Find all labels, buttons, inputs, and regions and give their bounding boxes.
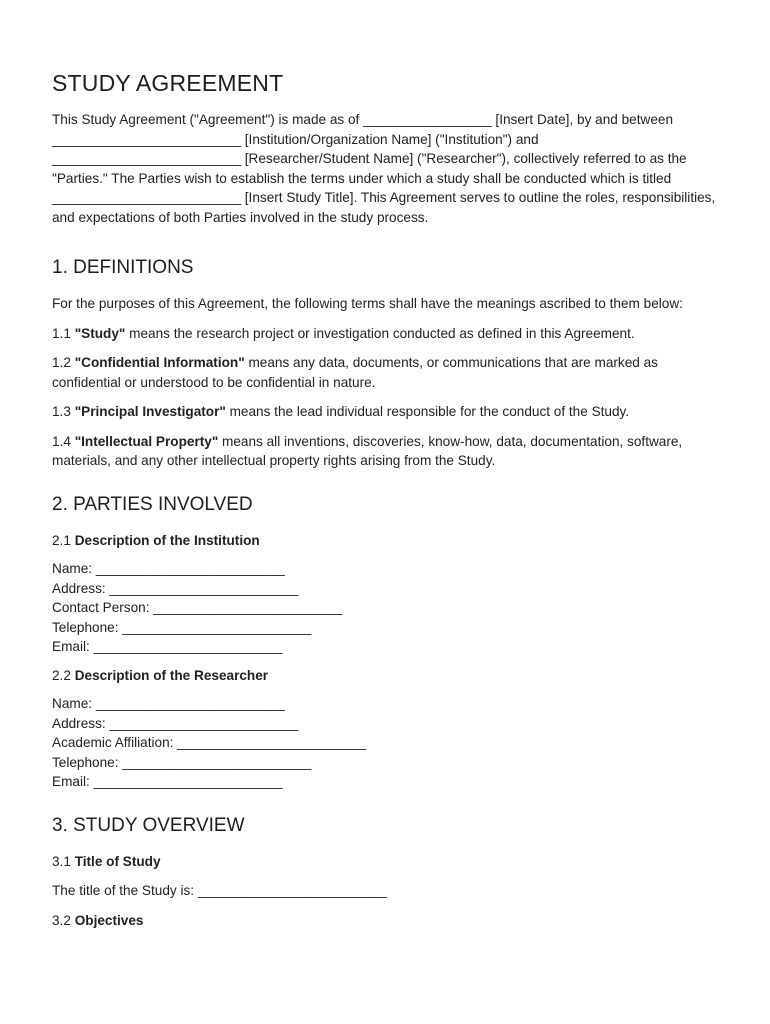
- subsection-number: 3.1: [52, 853, 71, 869]
- subsection-label: Description of the Researcher: [74, 667, 269, 683]
- definitions-heading: 1. DEFINITIONS: [52, 257, 194, 278]
- definition-number: 1.2: [52, 355, 71, 370]
- institution-subheading: [52, 531, 718, 551]
- institution-telephone-field: Telephone: _________________________: [52, 619, 312, 635]
- definition-term: "Confidential Information": [74, 355, 245, 370]
- definition-text: means all inventions, discoveries, know-how, data, documentation, software, materials, and any other intellectual property rights arising from the Study.: [52, 433, 683, 468]
- objectives-subheading: [52, 911, 718, 931]
- study-title-field: The title of the Study is: _________________________: [52, 883, 387, 898]
- definition-text: means the lead individual responsible for the conduct of the Study.: [229, 404, 630, 419]
- researcher-subheading: [52, 666, 718, 686]
- institution-contact-field: Contact Person: _________________________: [52, 600, 343, 615]
- definition-item: [52, 402, 718, 422]
- parties-heading: 2. PARTIES INVOLVED: [52, 493, 253, 515]
- definition-number: 1.1: [52, 325, 71, 341]
- researcher-telephone-field: Telephone: _________________________: [52, 754, 312, 770]
- institution-email-field: Email: _________________________: [52, 639, 283, 654]
- definition-text: means any data, documents, or communications that are marked as confidential or understood to be confidential in nature.: [52, 355, 658, 390]
- subsection-label: Objectives: [74, 912, 144, 928]
- definition-item: [52, 353, 718, 392]
- definition-term: "Principal Investigator": [74, 404, 226, 419]
- researcher-affiliation-field: Academic Affiliation: _________________________: [52, 735, 367, 750]
- definition-item: [52, 432, 718, 471]
- study-title-subheading: [52, 852, 718, 872]
- subsection-number: 2.2: [52, 667, 71, 683]
- researcher-name-field: Name: _________________________: [52, 696, 285, 711]
- document-title: STUDY AGREEMENT: [52, 70, 284, 96]
- subsection-label: Title of Study: [74, 853, 161, 869]
- definition-term: "Study": [74, 325, 126, 341]
- definition-item: [52, 324, 718, 344]
- institution-address-field: Address: _________________________: [52, 580, 299, 596]
- intro-paragraph: This Study Agreement ("Agreement") is made as of _________________ [Insert Date], by and between _________________________ [Institution/Organization Name] ("Institution") and _________________________ [Researcher/Student Name] ("Researcher"), collectively referred to as the "Parties." The Parties wish to establish the terms under which a study shall be conducted which is titled _________________________ [Insert Study Title]. This Agreement serves to outline the roles, responsibilities, and expectations of both Parties involved in the study process.: [52, 112, 716, 225]
- researcher-email-field: Email: _________________________: [52, 774, 283, 789]
- overview-heading: 3. STUDY OVERVIEW: [52, 814, 245, 836]
- institution-fields: [52, 559, 718, 657]
- subsection-number: 3.2: [52, 912, 71, 928]
- definition-text: means the research project or investigation conducted as defined in this Agreement.: [129, 325, 635, 341]
- subsection-label: Description of the Institution: [74, 532, 260, 548]
- subsection-number: 2.1: [52, 532, 71, 548]
- definition-number: 1.3: [52, 404, 71, 419]
- definition-number: 1.4: [52, 433, 71, 449]
- researcher-address-field: Address: _________________________: [52, 715, 299, 731]
- researcher-fields: [52, 694, 718, 792]
- institution-name-field: Name: _________________________: [52, 561, 285, 576]
- definitions-intro: For the purposes of this Agreement, the following terms shall have the meanings ascribed to them below:: [52, 296, 683, 311]
- definition-term: "Intellectual Property": [74, 433, 219, 449]
